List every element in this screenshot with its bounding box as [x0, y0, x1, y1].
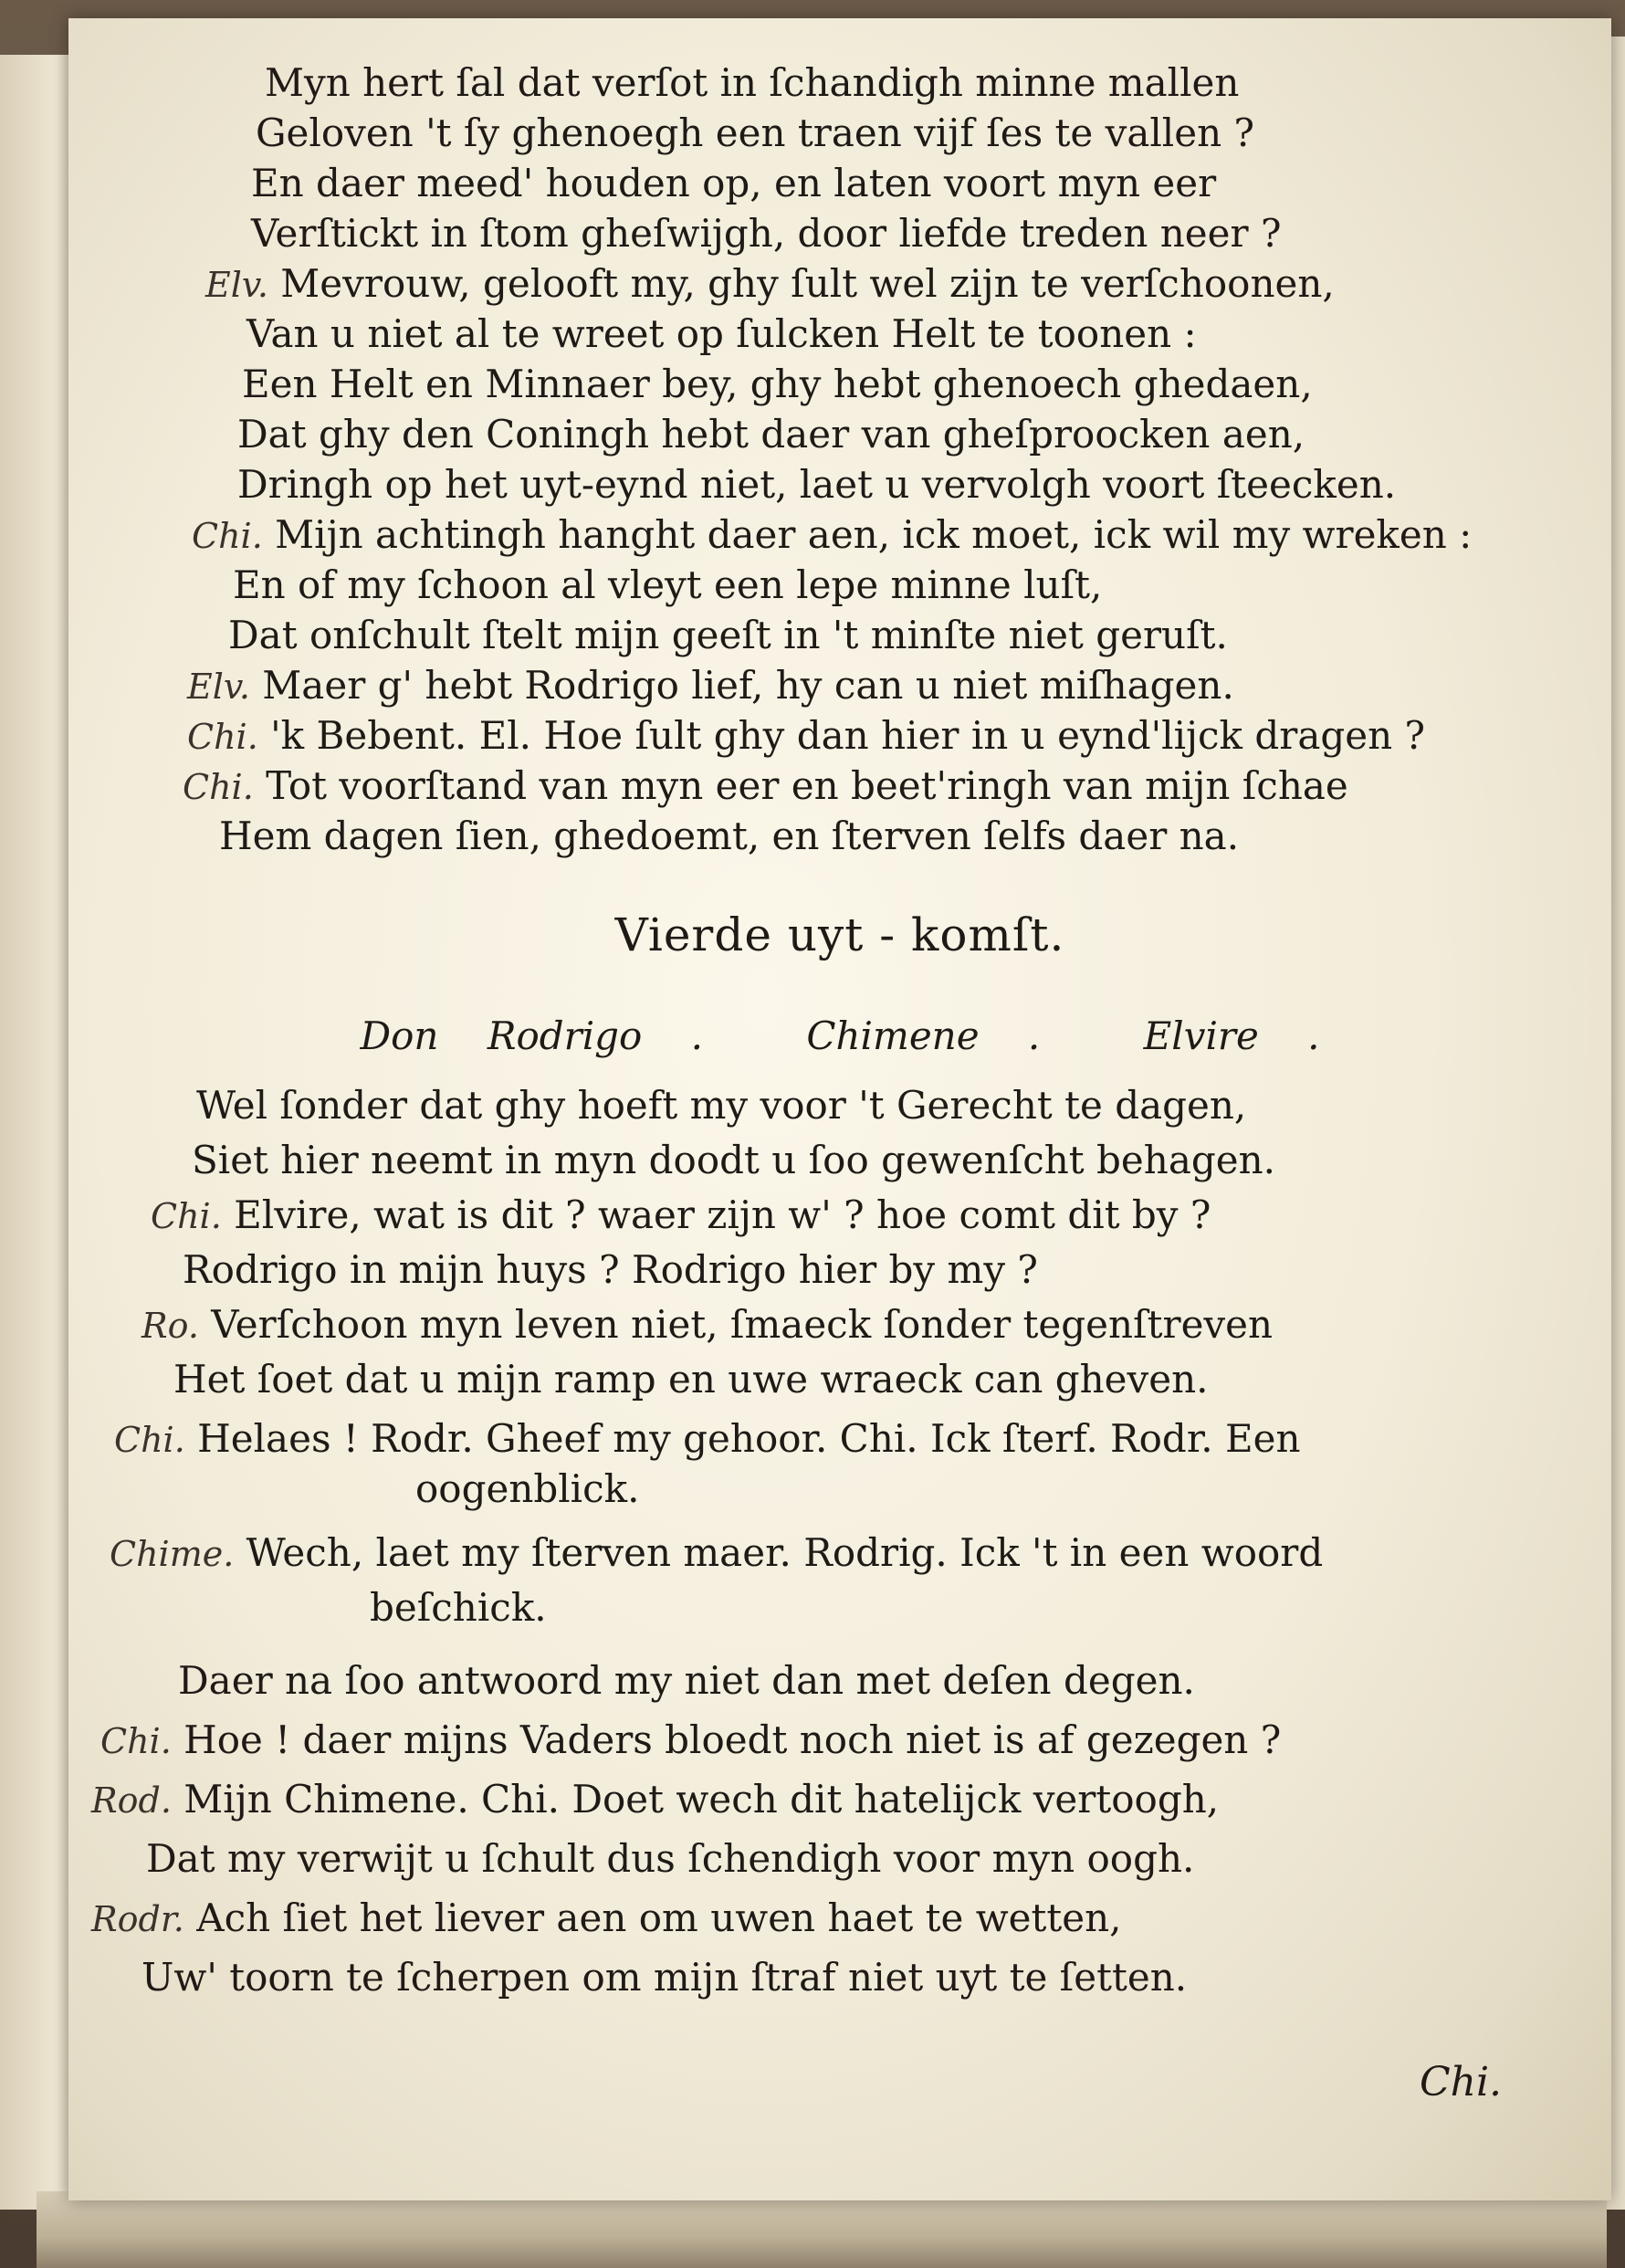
verse-line	[415, 1465, 639, 1514]
cast-member: Elvire .	[1143, 1013, 1320, 1058]
verse-line	[192, 511, 1472, 560]
verse-line	[100, 1717, 1281, 1765]
verse-text: Wech, laet my ſterven maer. Rodrig. Ick 't in een woord	[246, 1530, 1324, 1575]
verse-text: Dat onſchult ſtelt mijn geeſt in 't minſte niet geruſt.	[228, 613, 1228, 657]
verse-text: Van u niet al te wreet op ſulcken Helt te toonen :	[246, 311, 1197, 356]
speaker-label: Chime.	[110, 1534, 235, 1574]
verse-text: Mevrouw, gelooft my, ghy ſult wel zijn te verſchoonen,	[280, 261, 1335, 306]
verse-text: Tot voorſtand van myn eer en beet'ringh van mijn ſchae	[266, 763, 1348, 808]
verse-text: Het ſoet dat u mijn ramp en uwe wraeck can gheven.	[173, 1357, 1209, 1402]
cast-member: Don Rodrigo .	[360, 1013, 704, 1058]
verse-line	[178, 1657, 1195, 1706]
verse-text: Uw' toorn te ſcherpen om mijn ſtraf niet uyt te ſetten.	[142, 1955, 1188, 2000]
scene-heading: Vierde uyt - komſt.	[614, 908, 1065, 961]
verse-text: Geloven 't ſy ghenoegh een traen vijf ſes te vallen ?	[256, 110, 1255, 155]
verse-line	[114, 1415, 1301, 1464]
verse-line	[228, 612, 1228, 660]
speaker-label: Chi.	[151, 1196, 222, 1236]
verse-line	[183, 1246, 1038, 1295]
verse-text: Dringh op het uyt-eynd niet, laet u vervolgh voort ſteecken.	[237, 462, 1397, 507]
speaker-label: Chi.	[187, 717, 258, 757]
verse-text: Hoe ! daer mijns Vaders bloedt noch niet is af gezegen ?	[183, 1717, 1282, 1762]
verse-text: Mijn Chimene. Chi. Doet wech dit hatelijck vertoogh,	[183, 1777, 1220, 1822]
verse-line	[246, 310, 1197, 359]
catchword: Chi.	[1419, 2059, 1502, 2105]
verse-text: 'k Bebent. El. Hoe ſult ghy dan hier in u eynd'lijck dragen ?	[270, 713, 1426, 758]
verse-line	[91, 1895, 1122, 1943]
speaker-label: Chi.	[100, 1721, 172, 1761]
verse-line	[251, 160, 1216, 208]
speaker-label: Rodr.	[91, 1899, 184, 1939]
verse-text: oogenblick.	[415, 1466, 640, 1511]
verse-text: Wel ſonder dat ghy hoeft my voor 't Gerecht te dagen,	[196, 1083, 1247, 1128]
verse-text: Siet hier neemt in myn doodt u ſoo gewenſcht behagen.	[192, 1138, 1276, 1182]
verse-line	[142, 1301, 1273, 1349]
verse-line	[183, 762, 1348, 811]
page-text	[68, 18, 1611, 2200]
verse-line	[142, 1954, 1187, 2002]
book-bottom-edge	[37, 2191, 1607, 2268]
verse-line	[256, 110, 1254, 158]
speaker-label: Chi.	[192, 516, 263, 556]
speaker-label: Elv.	[187, 667, 250, 707]
verse-text: beſchick.	[370, 1585, 547, 1630]
verse-line	[146, 1835, 1194, 1884]
verse-line	[110, 1529, 1323, 1578]
verse-text: Mijn achtingh hanght daer aen, ick moet, ick wil my wreken :	[275, 512, 1473, 557]
verse-line	[265, 59, 1239, 108]
verse-text: En daer meed' houden op, en laten voort myn eer	[251, 161, 1217, 205]
verse-text: Maer g' hebt Rodrigo lief, hy can u niet miſhagen.	[262, 663, 1234, 708]
verse-text: Dat ghy den Coningh hebt daer van gheſproocken aen,	[237, 412, 1305, 457]
verse-text: Verſtickt in ſtom gheſwijgh, door liefde treden neer ?	[251, 211, 1282, 256]
verse-line	[242, 361, 1313, 409]
verse-line	[237, 461, 1396, 509]
verse-line	[219, 813, 1239, 861]
verse-text: En of my ſchoon al vleyt een lepe minne luſt,	[233, 562, 1103, 607]
book-page	[68, 18, 1611, 2200]
verse-text: Helaes ! Rodr. Gheef my gehoor. Chi. Ick ſterf. Rodr. Een	[197, 1416, 1301, 1461]
verse-line	[187, 662, 1234, 710]
verse-line	[233, 562, 1102, 610]
speaker-label: Chi.	[183, 767, 254, 807]
verse-text: Ach ſiet het liever aen om uwen haet te wetten,	[196, 1895, 1122, 1940]
speaker-label: Ro.	[142, 1306, 199, 1346]
speaker-label: Chi.	[114, 1420, 185, 1460]
verse-line	[91, 1776, 1219, 1824]
verse-text: Rodrigo in mijn huys ? Rodrigo hier by my ?	[183, 1247, 1038, 1292]
verse-text: Verſchoon myn leven niet, ſmaeck ſonder tegenſtreven	[211, 1302, 1274, 1347]
verse-text: Daer na ſoo antwoord my niet dan met deſen degen.	[178, 1658, 1195, 1703]
verse-text: Een Helt en Minnaer bey, ghy hebt ghenoech ghedaen,	[242, 362, 1313, 406]
speaker-label: Elv.	[205, 265, 268, 305]
verse-text: Myn hert ſal dat verſot in ſchandigh minne mallen	[265, 60, 1240, 105]
verse-text: Dat my verwijt u ſchult dus ſchendigh voor myn oogh.	[146, 1836, 1195, 1881]
verse-line	[237, 411, 1305, 459]
cast-list	[68, 1013, 1611, 1058]
verse-line	[196, 1082, 1246, 1130]
verse-line	[192, 1137, 1275, 1185]
verse-line	[370, 1584, 547, 1633]
verse-line	[251, 210, 1281, 258]
verse-line	[151, 1192, 1211, 1240]
verse-line	[173, 1356, 1209, 1404]
verse-line	[187, 712, 1425, 761]
speaker-label: Rod.	[91, 1780, 172, 1821]
verse-text: Hem dagen ſien, ghedoemt, en ſterven ſelfs daer na.	[219, 814, 1240, 858]
cast-member: Chimene .	[806, 1013, 1041, 1058]
verse-line	[205, 260, 1335, 309]
verse-text: Elvire, wat is dit ? waer zijn w' ? hoe comt dit by ?	[234, 1192, 1211, 1237]
